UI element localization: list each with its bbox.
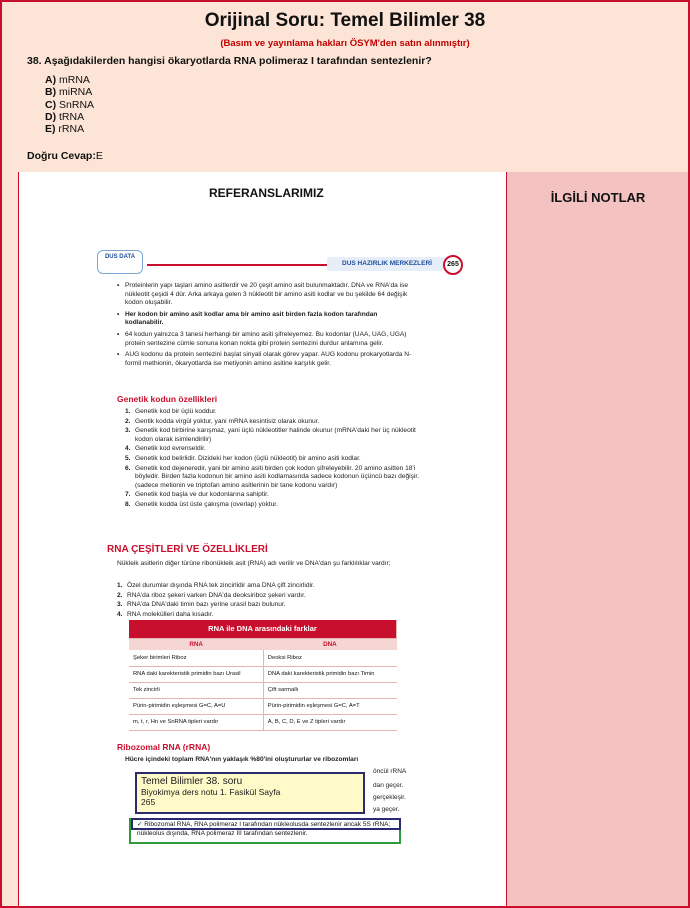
page-title: Orijinal Soru: Temel Bilimler 38 [204,10,486,31]
list-item: 7. Genetik kod başla ve dur kodonlarına sahiptir. [125,491,269,499]
question-panel [2,2,688,172]
text-fragment: gerçekleşir. [373,794,406,801]
ribosomal-rna-heading: Ribozomal RNA (rRNA) [117,742,211,752]
list-item: 2. RNA'da riboz şekeri varken DNA'da deoksiriboz şekeri vardır. [117,591,306,599]
references-panel [18,172,506,906]
reference-tooltip[interactable] [135,772,365,814]
option-b: B) miRNA [45,86,93,99]
tooltip-page: 265 [141,797,156,807]
table-header: RNA [129,638,263,650]
rna-dna-table [129,620,397,731]
list-item: 1. Özel durumlar dışında RNA tek zincirlidir ama DNA çift zincirlidir. [117,582,315,589]
page-number: 265 [443,255,463,275]
table-row: RNA daki karekteristik primidin bazı Urasil DNA daki karekteristik primidin bazı Timin [129,666,397,682]
dus-data-logo: DUS DATA [97,250,143,274]
references-title: REFERANSLARIMIZ [209,186,324,200]
table-row: Pürin-pirimidin eşleşmesi G=C, A=U Pürin-pirimidin eşleşmesi G=C, A=T [129,698,397,714]
bullet-item: • Her kodon bir amino asit kodlar ama bir amino asit birden fazla kodon tarafından kodlanabilir. [117,311,417,328]
textbook-page-image [97,230,487,898]
left-margin-strip [2,172,18,906]
list-item: 3. Genetik kod birbirine karışmaz, yani üçlü nükleotitler halinde okunur (mRNA'daki her üç nükleotit kodon olarak isimlendirilir) [125,427,416,443]
text-fragment: dan geçer. [373,782,404,789]
ribosomal-rna-text: Hücre içindeki toplam RNA'nın yaklaşık %80'ini oluştururlar ve ribozomları [125,756,359,763]
answer-value: E [95,150,103,162]
option-c: C) SnRNA [45,98,95,111]
list-item: 8. Genetik kodda üst üste çakışma (overlap) yoktur. [125,500,278,508]
tooltip-title: Temel Bilimler 38. soru [141,776,243,787]
list-item: 2. Gentik kodda virgül yoktur, yani mRNA kesintisiz olarak okunur. [125,417,320,425]
notes-title: İLGİLİ NOTLAR [550,190,646,205]
text-fragment: öncül rRNA [373,768,407,775]
table-header: DNA [263,638,396,650]
rna-types-heading: RNA ÇEŞİTLERİ VE ÖZELLİKLERİ [107,544,268,555]
table-row: Tek zincirli Çift sarmallı [129,682,397,698]
list-item: 3. RNA'da DNA'daki timin bazı yerine urasil bazı bulunur. [117,601,286,609]
question-text: 38. Aşağıdakilerden hangisi ökaryotlarda RNA polimeraz I tarafından sentezlenir? [27,55,432,67]
list-item: 5. Genetik kod belirlidir. Dizideki her kodon (üçlü nükleotit) bir amino asiti kodlar. [125,454,361,462]
list-item: 4. RNA molekülleri daha kısadır. [117,610,214,618]
table-caption: RNA ile DNA arasındaki farklar [129,620,397,638]
intro-bullets [117,282,417,371]
list-item: 1. Genetik kod bir üçlü koddur. [125,408,217,415]
table-row: Şeker birimleri Riboz Deoksi Riboz [129,650,397,666]
bullet-item: • AUG kodonu da protein sentezini başlat sinyali olarak görev yapar. AUG kodonu prokaryotlarda N-formil methionin, ökaryotlarda ise metiyonin amino asitine karşılık gelir. [117,351,417,368]
genetic-code-list [125,408,425,511]
list-item: 4. Genetik kod evrenseldir. [125,445,206,453]
rna-diff-list [117,582,417,620]
option-a: A) mRNA [45,74,90,86]
bullet-item: • Proteinlerin yapı taşları amino asitlerdir ve 20 çeşit amino asit bulunmaktadır. DNA ve RNA'da ise nükleotit çeşidi 4 dür. Arka arkaya gelen 3 nükleotit bir amino asiti kodlar ve bu şekilde 64 değişik kodon oluşabilir. [117,282,417,308]
options-list [45,74,94,135]
list-item: 6. Genetik kod dejeneredir, yani bir amino asiti birden çok kodon şifreleyebilir. 20 amino asitten 18'i böyledir. Birden fazla kodonun bir amino asiti kodlamasında sadece kodonun üçüncü bazı değişir. (sadece metionin ve triptofan amino asitlerinin bir tane kodonu vardır) [125,464,420,489]
table-row: m, t, r, Hn ve SnRNA tipleri vardır A, B, C, D, E ve Z tipleri vardır [129,714,397,730]
rna-intro: Nükleik asitlerin diğer türüne ribonükleik asit (RNA) adı verilir ve DNA'dan şu farklılıklar vardır; [117,560,391,567]
option-d: D) tRNA [45,110,85,123]
notes-panel [506,172,688,906]
highlight-text: ✓ Ribozomal RNA, RNA polimeraz I tarafından nükleolusda sentezlenir ancak 5S rRNA; nükleolus dışında, RNA polimeraz III tarafından sentezlenir. [137,821,391,837]
bullet-item: • 64 kodun yalnızca 3 tanesi herhangi bir amino asiti şifreleyemez. Bu kodonlar (UAA, UAG, UGA) protein sentezine cümle sonuna konan nokta gibi protein sentezini durdur anlamına gelir. [117,331,417,348]
option-e: E) rRNA [45,123,85,136]
tooltip-source: Biyokimya ders notu 1. Fasikül Sayfa [141,787,281,797]
correct-answer [27,150,103,162]
genetic-code-heading: Genetik kodun özellikleri [117,394,218,404]
answer-label: Doğru Cevap: [27,150,96,162]
copyright-notice: (Basım ve yayınlama hakları ÖSYM'den satın alınmıştır) [220,38,470,49]
header-label: DUS HAZIRLIK MERKEZLERİ [327,257,447,271]
text-fragment: ya geçer. [373,806,400,813]
